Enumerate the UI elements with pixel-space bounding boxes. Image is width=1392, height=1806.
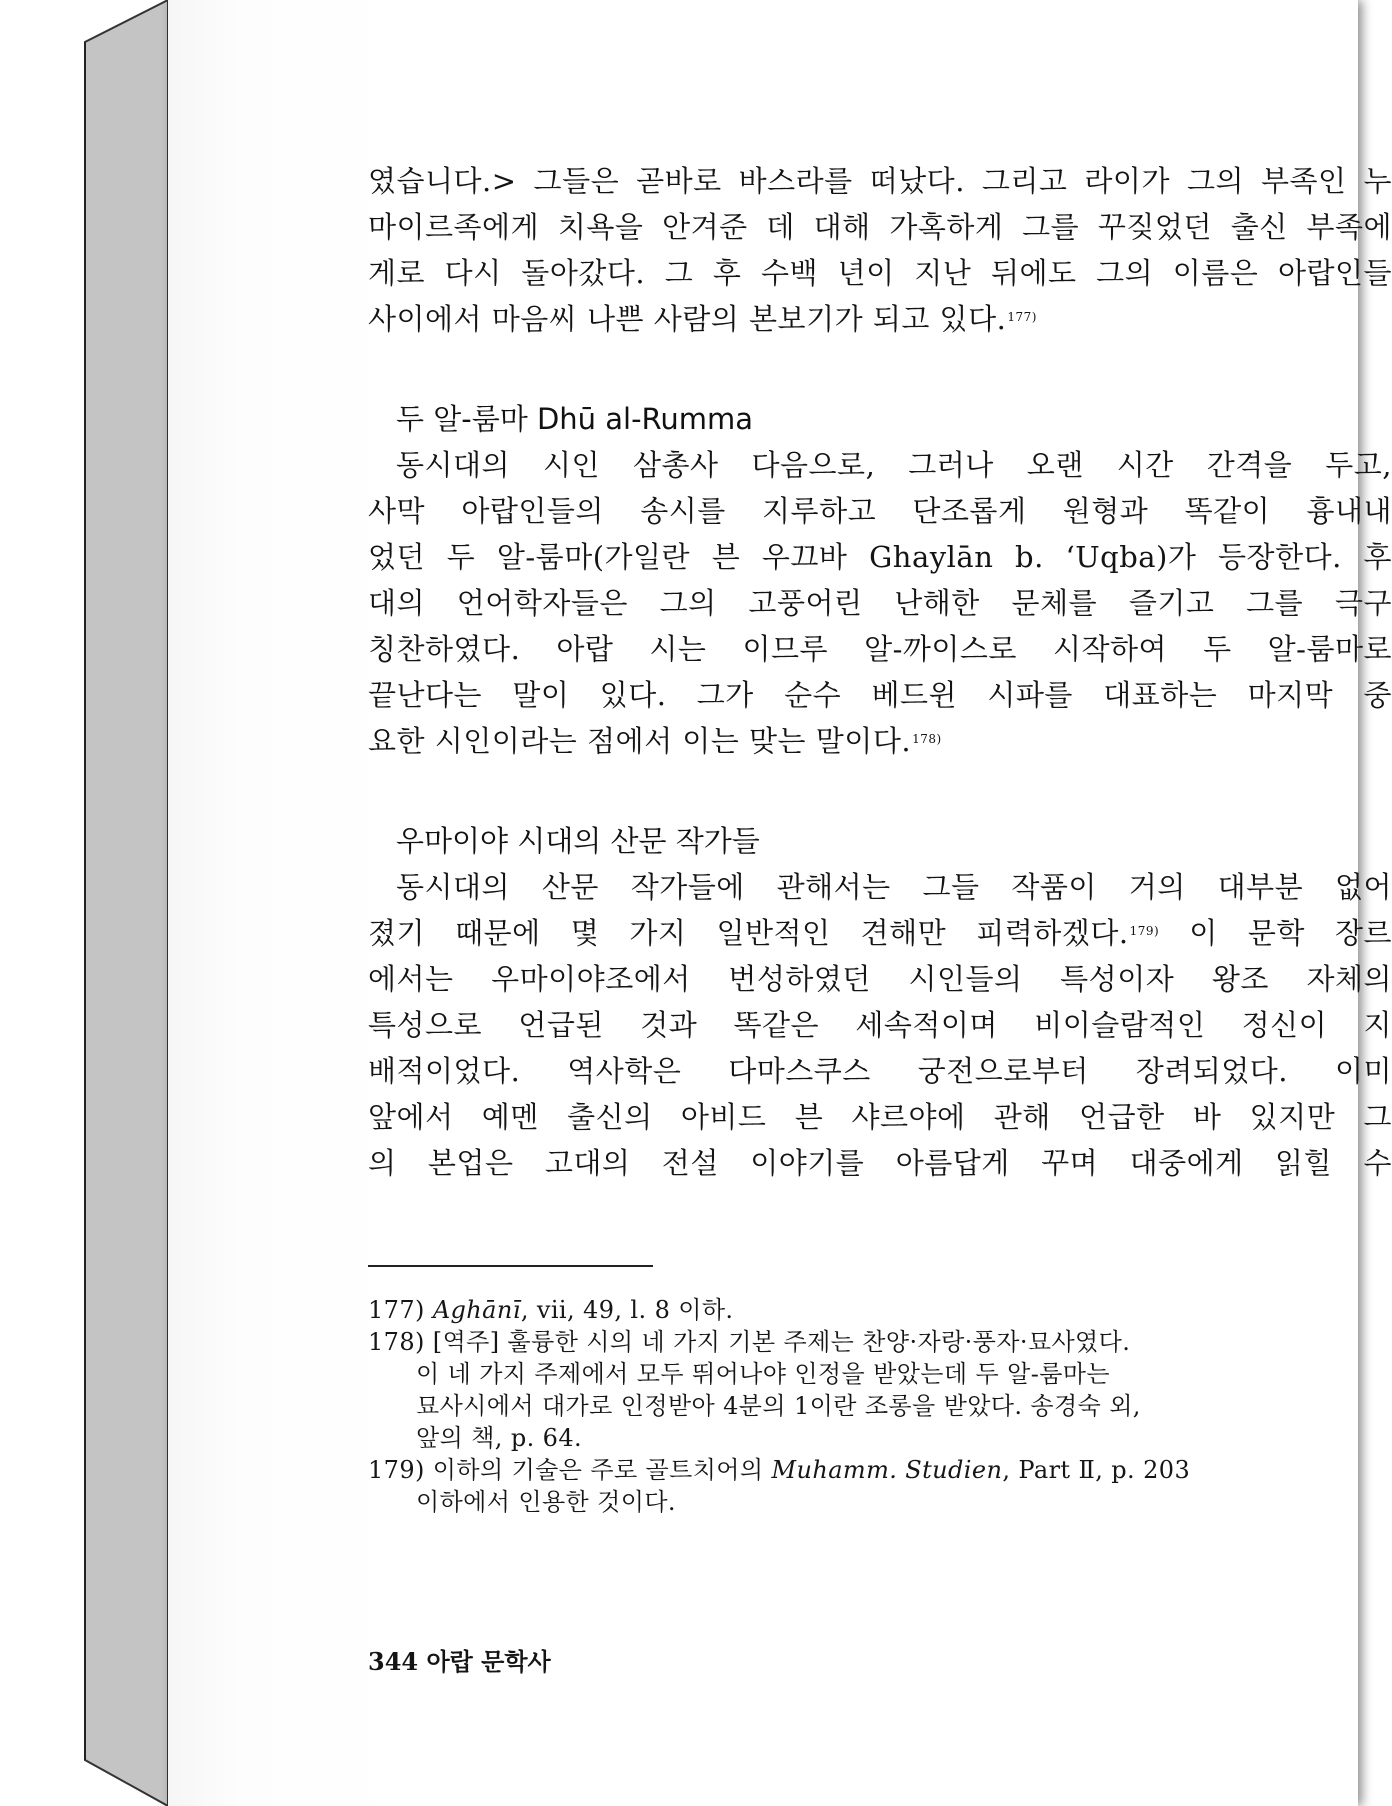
line-text: 졌기 때문에 몇 가지 일반적인 견해만 피력하겠다. bbox=[368, 916, 1129, 950]
footnote-text: , Part Ⅱ, p. 203 bbox=[1002, 1456, 1191, 1484]
paragraph-line: 마이르족에게 치욕을 안겨준 데 대해 가혹하게 그를 꾸짖었던 출신 부족에 bbox=[368, 210, 1392, 244]
footnote-179-line: 이하에서 인용한 것이다. bbox=[416, 1488, 676, 1516]
paragraph-line: 게로 다시 돌아갔다. 그 후 수백 년이 지난 뒤에도 그의 이름은 아랍인들 bbox=[368, 256, 1392, 290]
paragraph-line bbox=[368, 910, 1392, 956]
line-text: 요한 시인이라는 점에서 이는 맞는 말이다. bbox=[368, 724, 912, 758]
footnote-text: , vii, 49, l. 8 이하. bbox=[520, 1296, 734, 1324]
footnote-179 bbox=[368, 1454, 1190, 1486]
paragraph-line: 동시대의 시인 삼총사 다음으로, 그러나 오랜 시간 간격을 두고, bbox=[396, 448, 1392, 482]
paragraph-line: 칭찬하였다. 아랍 시는 이므루 알-까이스로 시작하여 두 알-룸마로 bbox=[368, 632, 1392, 666]
line-text: 이 문학 장르 bbox=[1159, 916, 1392, 950]
footnote-title: Muhamm. Studien bbox=[771, 1456, 1003, 1484]
paragraph-line bbox=[368, 718, 1392, 764]
paragraph-line: 였습니다.> 그들은 곧바로 바스라를 떠났다. 그리고 라이가 그의 부족인 누 bbox=[368, 164, 1392, 198]
paragraph-line: 의 본업은 고대의 전설 이야기를 아름답게 꾸며 대중에게 읽힐 수 bbox=[368, 1146, 1392, 1180]
paragraph-line: 끝난다는 말이 있다. 그가 순수 베드윈 시파를 대표하는 마지막 중 bbox=[368, 678, 1392, 712]
paragraph-line: 에서는 우마이야조에서 번성하였던 시인들의 특성이자 왕조 자체의 bbox=[368, 962, 1392, 996]
page-folio: 344 아랍 문학사 bbox=[368, 1647, 551, 1676]
paragraph-line: 특성으로 언급된 것과 똑같은 세속적이며 비이슬람적인 정신이 지 bbox=[368, 1008, 1392, 1042]
footnote-divider bbox=[368, 1265, 653, 1267]
footnote-ref: 177) bbox=[1007, 310, 1037, 324]
footnote-ref: 178) bbox=[912, 732, 942, 746]
paragraph-line: 앞에서 예멘 출신의 아비드 븐 샤르야에 관해 언급한 바 있지만 그 bbox=[368, 1100, 1392, 1134]
book-page bbox=[168, 0, 1392, 1806]
paragraph-line bbox=[368, 296, 1392, 342]
section-heading: 우마이야 시대의 산문 작가들 bbox=[396, 824, 760, 858]
paragraph-line: 사막 아랍인들의 송시를 지루하고 단조롭게 원형과 똑같이 흉내내 bbox=[368, 494, 1392, 528]
footnote-number: 177) bbox=[368, 1296, 425, 1324]
paragraph-line: 동시대의 산문 작가들에 관해서는 그들 작품이 거의 대부분 없어 bbox=[396, 870, 1392, 904]
footnote-text: 179) 이하의 기술은 주로 골트치어의 bbox=[368, 1456, 772, 1484]
footnote-178-line: 묘사시에서 대가로 인정받아 4분의 1이란 조롱을 받았다. 송경숙 외, bbox=[416, 1392, 1141, 1420]
section-heading: 두 알-룸마 Dhū al-Rumma bbox=[396, 402, 754, 436]
paragraph-line: 대의 언어학자들은 그의 고풍어린 난해한 문체를 즐기고 그를 극구 bbox=[368, 586, 1392, 620]
footnote-177 bbox=[368, 1294, 733, 1326]
footnote-ref: 179) bbox=[1129, 924, 1160, 938]
line-text: 사이에서 마음씨 나쁜 사람의 본보기가 되고 있다. bbox=[368, 302, 1007, 336]
footnote-178-line: 이 네 가지 주제에서 모두 뛰어나야 인정을 받았는데 두 알-룸마는 bbox=[416, 1360, 1110, 1388]
paragraph-line: 배적이었다. 역사학은 다마스쿠스 궁전으로부터 장려되었다. 이미 bbox=[368, 1054, 1392, 1088]
footnote-178-line: 앞의 책, p. 64. bbox=[416, 1424, 583, 1452]
footnote-title: Aghānī bbox=[432, 1296, 521, 1324]
paragraph-line: 었던 두 알-룸마(가일란 븐 우끄바 Ghaylān b. ‘Uqba)가 등장한다. 후 bbox=[368, 540, 1392, 574]
footnote-178: 178) [역주] 훌륭한 시의 네 가지 기본 주제는 찬양·자랑·풍자·묘사였다. bbox=[368, 1328, 1131, 1356]
